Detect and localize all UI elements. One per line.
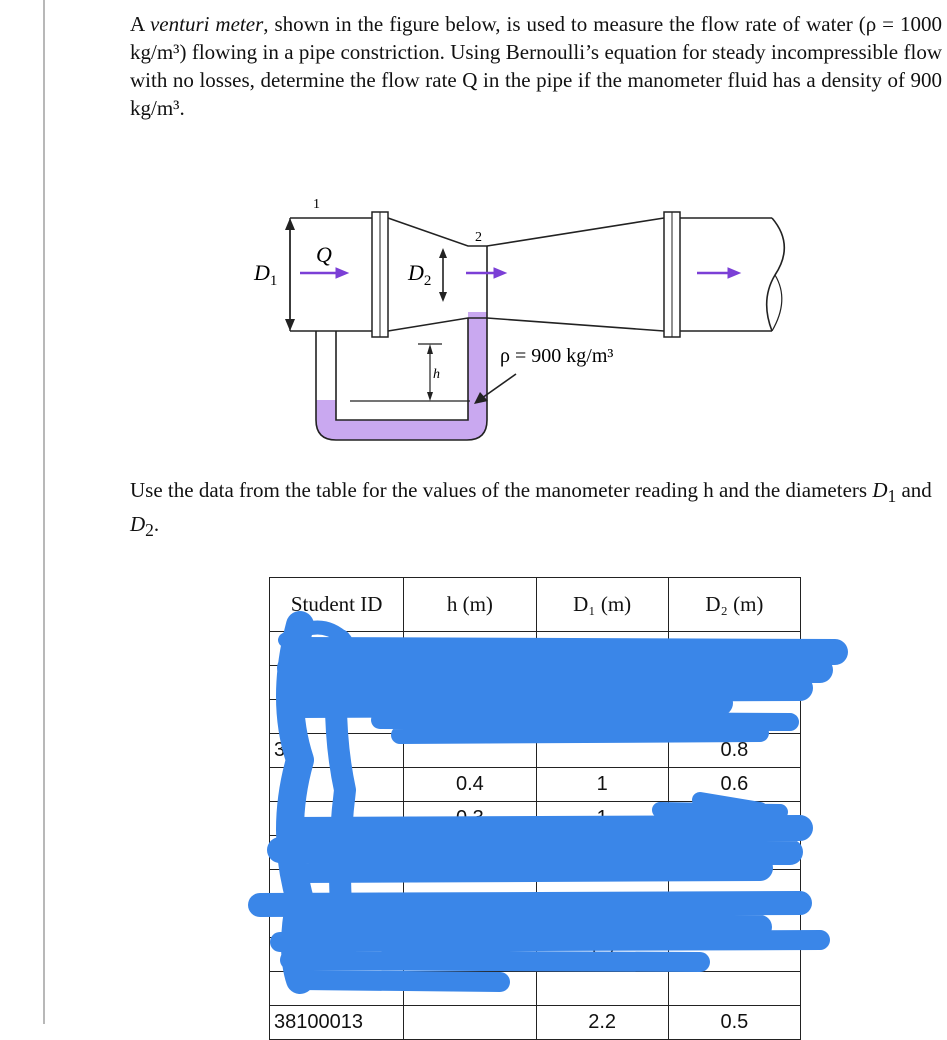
table-row <box>270 972 801 1006</box>
table-row <box>270 802 801 836</box>
table-cell: 0.4 <box>536 632 668 666</box>
table-cell <box>270 938 404 972</box>
table-cell <box>404 1006 536 1040</box>
table-row <box>270 836 801 870</box>
table-cell <box>536 734 668 768</box>
table-row <box>270 768 801 802</box>
problem-statement: A venturi meter, shown in the figure below, is used to measure the flow rate of water (ρ = 1000 kg/m³) flowing in a pipe constriction. Using Bernoulli’s equation for steady incompressible flow with no losses, determine the flow rate Q in the pipe if the manometer fluid has a density of 900 kg/m³. <box>130 12 942 120</box>
table-header-row <box>270 578 801 632</box>
label-rho: ρ = 900 kg/m³ <box>500 345 614 367</box>
table-cell <box>270 836 404 870</box>
table-cell: 0.5 <box>668 1006 800 1040</box>
header-d2: D₂ (m) <box>668 578 800 632</box>
table-cell: 3 <box>270 734 404 768</box>
table-cell <box>270 666 404 700</box>
table-cell <box>270 904 404 938</box>
table-cell: 0.1 <box>668 632 800 666</box>
table-cell: 0.4 <box>404 768 536 802</box>
table-cell <box>404 700 536 734</box>
table-cell <box>668 972 800 1006</box>
table-cell: 1.0 <box>668 802 800 836</box>
table-cell <box>536 904 668 938</box>
header-student-id: Student ID <box>270 578 404 632</box>
table-cell: 0.6 <box>668 768 800 802</box>
label-h: h <box>433 367 440 382</box>
venturi-figure <box>240 185 800 455</box>
table-cell <box>668 666 800 700</box>
data-table <box>269 577 801 1040</box>
table-cell <box>668 938 800 972</box>
table-instruction: Use the data from the table for the values of the manometer reading h and the diameters $D_1$ and $D_2$. <box>130 478 932 541</box>
table-row <box>270 734 801 768</box>
table-cell <box>404 666 536 700</box>
table-cell <box>404 904 536 938</box>
table-cell <box>404 972 536 1006</box>
page-edge-rule <box>43 0 45 1024</box>
table-cell <box>668 904 800 938</box>
table-cell: 0.2 <box>404 632 536 666</box>
table-cell <box>404 734 536 768</box>
svg-text:D1: $D_1$ <box>254 260 278 289</box>
label-2: 2 <box>475 230 482 245</box>
table-cell: 1.7 <box>536 938 668 972</box>
label-Q: Q <box>316 242 332 267</box>
table-cell: 0.3 <box>404 802 536 836</box>
table-cell: 1 <box>536 768 668 802</box>
header-h: h (m) <box>404 578 536 632</box>
svg-text:D2: $D_2$ <box>408 260 432 289</box>
table-cell <box>404 938 536 972</box>
table-cell <box>270 972 404 1006</box>
table-row <box>270 870 801 904</box>
label-D2: D <box>408 260 424 285</box>
table-cell <box>668 836 800 870</box>
table-row <box>270 904 801 938</box>
table-cell: 2.2 <box>536 1006 668 1040</box>
table-row <box>270 700 801 734</box>
table-cell <box>668 870 800 904</box>
table-cell: 38100013 <box>270 1006 404 1040</box>
table-cell <box>404 870 536 904</box>
table-cell <box>536 666 668 700</box>
table-cell: 1 <box>536 802 668 836</box>
table-row <box>270 666 801 700</box>
label-1: 1 <box>313 197 320 212</box>
header-d1: D₁ (m) <box>536 578 668 632</box>
table-cell <box>536 836 668 870</box>
table-cell <box>404 836 536 870</box>
table-cell <box>270 700 404 734</box>
label-D1: D <box>254 260 270 285</box>
table-cell <box>270 632 404 666</box>
table-cell <box>536 870 668 904</box>
table-row <box>270 632 801 666</box>
table-cell <box>270 768 404 802</box>
table-cell: 0.8 <box>668 734 800 768</box>
table-row <box>270 938 801 972</box>
table-cell <box>270 870 404 904</box>
table-cell <box>668 700 800 734</box>
table-row <box>270 1006 801 1040</box>
table-cell <box>536 972 668 1006</box>
table-cell <box>270 802 404 836</box>
table-cell <box>536 700 668 734</box>
